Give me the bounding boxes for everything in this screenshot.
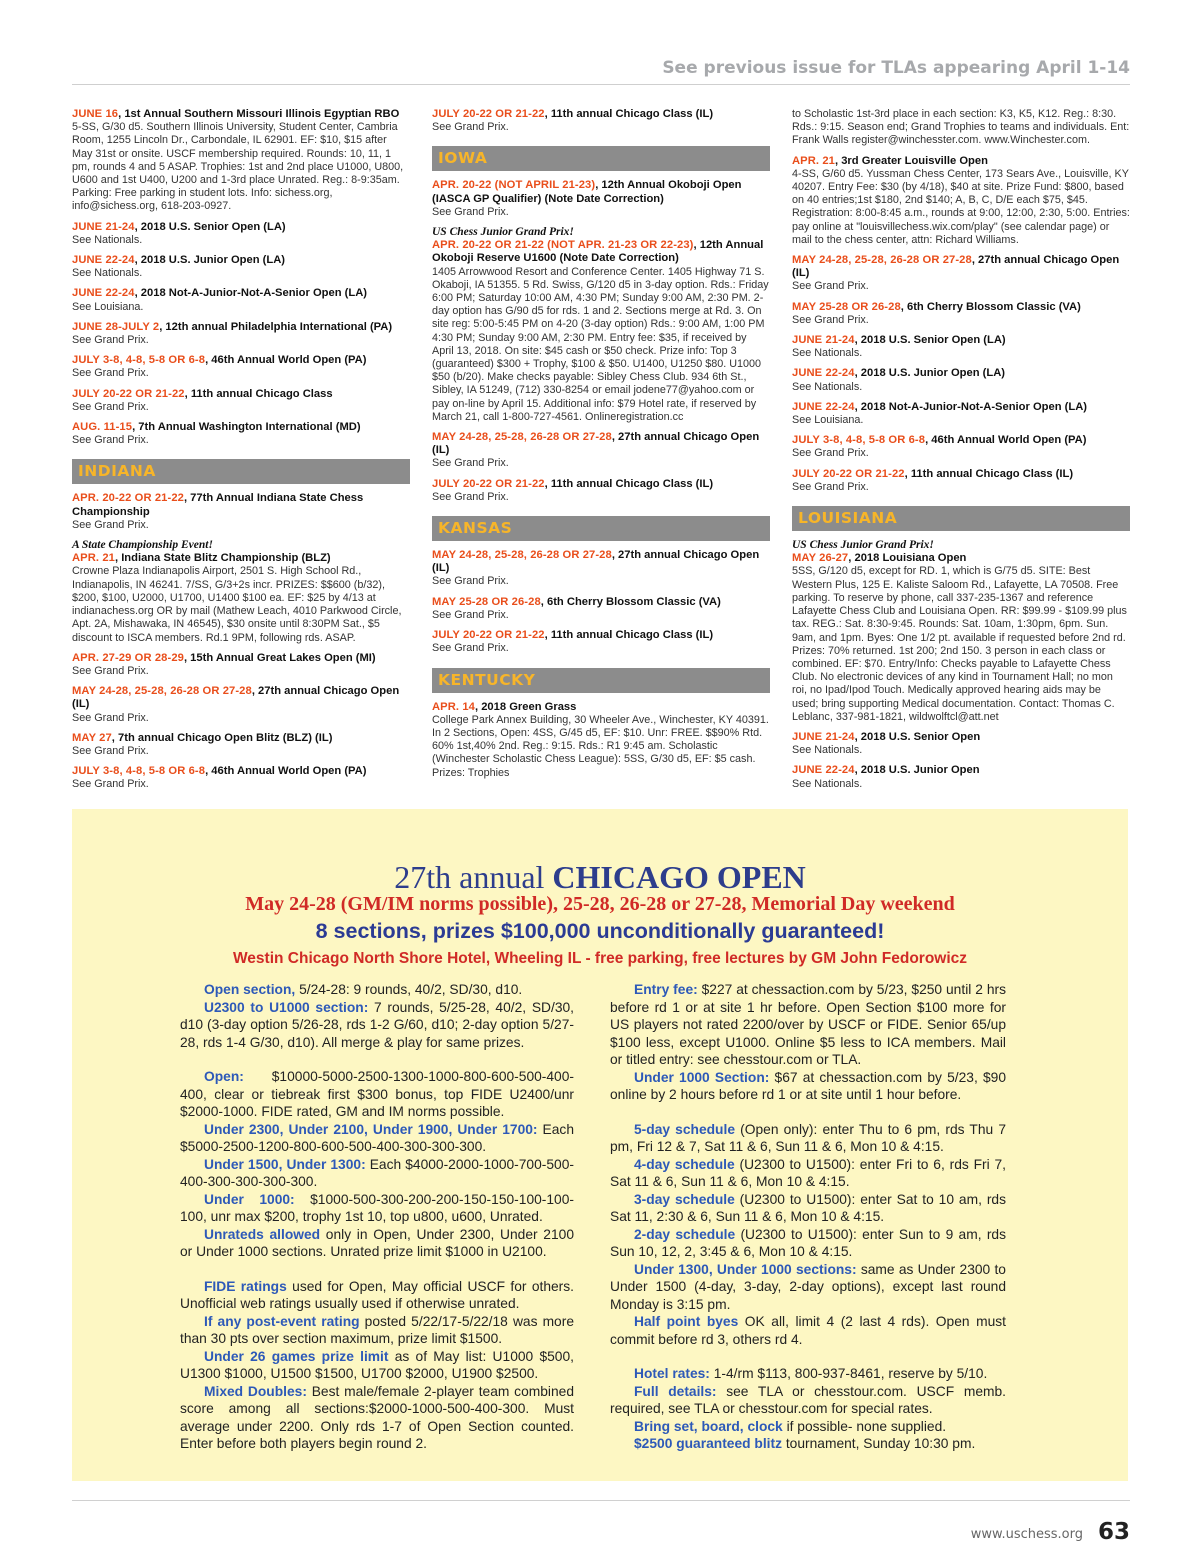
listing-date: APR. 20-22 OR 21-22 bbox=[72, 492, 184, 505]
listing-title: , 2018 U.S. Senior Open (LA) bbox=[134, 220, 286, 233]
ad-keyword: Unrateds allowed bbox=[204, 1226, 321, 1242]
listing-details: See Grand Prix. bbox=[432, 490, 509, 503]
listing-details: See Grand Prix. bbox=[432, 575, 509, 588]
ad-text: OK all, limit 4 (2 last 4 rds). Open must commit before rd 3, others rd 4. bbox=[610, 1314, 1006, 1347]
listing-heading bbox=[792, 254, 1130, 280]
listing-date: JULY 20-22 OR 21-22 bbox=[432, 629, 545, 642]
bottom-divider bbox=[72, 1500, 1130, 1501]
listing-title: , 2018 Louisiana Open bbox=[848, 552, 967, 565]
ad-paragraph bbox=[610, 1226, 1006, 1261]
listing-heading bbox=[72, 321, 410, 334]
tournament-listing bbox=[432, 179, 770, 219]
ad-paragraph bbox=[610, 1121, 1006, 1156]
listing-date: JULY 20-22 OR 21-22 bbox=[432, 108, 545, 120]
ad-keyword: Under 2300, Under 2100, Under 1900, Under 1700: bbox=[204, 1121, 538, 1137]
listing-details: College Park Annex Building, 30 Wheeler Ave., Winchester, KY 40391. In 2 Sections, Open: 4SS, G/45 d5, EF: $10. Unr: FREE. $$90% Rtd. 60% 1st,40% 2nd. Reg.: 9:15. Rds.: R1 9:45 am. Scholastic (Winchester Scholastic Chess League): 5SS, G/30 d5, EF: $5 cash. Prizes: Trophies bbox=[432, 713, 769, 779]
ad-text: Each $5000-2500-1200-800-600-500-400-300-300-300. bbox=[180, 1121, 574, 1154]
listing-date: MAY 27 bbox=[72, 731, 112, 744]
tournament-listing bbox=[72, 108, 410, 214]
paragraph-gap bbox=[610, 1348, 1006, 1365]
ad-text: same as Under 2300 to Under 1500 (4-day, 3-day, 2-day options), except last round Monday is 3:15 pm. bbox=[610, 1261, 1006, 1312]
listing-heading bbox=[432, 179, 770, 205]
ad-text: 1-4/rm $113, 800-937-8461, reserve by 5/10. bbox=[709, 1366, 988, 1381]
ad-paragraph bbox=[610, 1261, 1006, 1314]
listing-title: , 11th annual Chicago Class (IL) bbox=[544, 629, 714, 642]
ad-paragraph bbox=[180, 1121, 574, 1156]
listing-date: JUNE 22-24 bbox=[792, 400, 855, 413]
ad-text: $67 at chessaction.com by 5/23, $90 online by 2 hours before rd 1 or at site until 1 hour before. bbox=[610, 1069, 1006, 1102]
listing-details: See Nationals. bbox=[72, 233, 143, 246]
listing-heading bbox=[792, 334, 1130, 347]
ad-text: if possible- none supplied. bbox=[782, 1418, 947, 1434]
tournament-listing bbox=[72, 254, 410, 280]
tournament-listing bbox=[72, 421, 410, 447]
ad-text: (U2300 to U1500): enter Sun to 9 am, rds Sun 10, 12, 2, 3:45 & 6, Mon 10 & 4:15. bbox=[610, 1226, 1006, 1259]
listing-date: MAY 24-28, 25-28, 26-28 OR 27-28 bbox=[72, 685, 252, 698]
listing-title: , 12th Annual Okoboji Open (IASCA GP Qualifier) (Note Date Correction) bbox=[432, 179, 742, 205]
ad-text: Best male/female 2-player team combined score among all sections:$2000-1000-500-400-300. Must average under 2200. Only rds 1-7 of Open Section counted. Enter before both players begin round 2. bbox=[180, 1383, 574, 1451]
listing-heading bbox=[72, 421, 410, 434]
ad-paragraph bbox=[610, 1191, 1006, 1226]
listing-date: JUNE 22-24 bbox=[72, 287, 135, 300]
listing-details: See Grand Prix. bbox=[72, 711, 149, 724]
ad-keyword: Full details: bbox=[634, 1383, 717, 1399]
listing-details: See Nationals. bbox=[792, 777, 863, 790]
ad-prize-headline: 8 sections, prizes $100,000 unconditionally guaranteed! bbox=[315, 919, 885, 943]
ad-paragraph bbox=[180, 1383, 574, 1453]
listing-date: JUNE 21-24 bbox=[792, 334, 855, 347]
listing-date: MAY 26-27 bbox=[792, 552, 849, 565]
tournament-listing bbox=[792, 764, 1130, 790]
listing-title: , 11th annual Chicago Class (IL) bbox=[544, 477, 714, 490]
listing-title: , Indiana State Blitz Championship (BLZ) bbox=[114, 552, 331, 565]
listing-column-2 bbox=[432, 108, 770, 787]
tournament-listing bbox=[792, 254, 1130, 294]
ad-keyword: $2500 guaranteed blitz bbox=[634, 1436, 782, 1451]
listing-heading bbox=[72, 732, 410, 745]
ad-paragraph bbox=[610, 981, 1006, 1069]
ad-paragraph bbox=[180, 999, 574, 1052]
listing-heading bbox=[72, 492, 410, 518]
listing-details: See Grand Prix. bbox=[432, 121, 509, 134]
ad-keyword: Under 1300, Under 1000 sections: bbox=[634, 1261, 857, 1277]
listing-title: , 2018 U.S. Junior Open (LA) bbox=[134, 254, 286, 267]
listing-date: JUNE 21-24 bbox=[72, 220, 135, 233]
ad-paragraph bbox=[610, 1156, 1006, 1191]
listing-title: , 15th Annual Great Lakes Open (MI) bbox=[183, 651, 376, 664]
listing-details: Crowne Plaza Indianapolis Airport, 2501 S. High School Rd., Indianapolis, IN 46241. 7/SS, G/3+2s incr. PRIZES: $$600 (b/32), $200, $100, U2000, U1700, U1400 $100 ea. EF: $25 by 4/13 at indianachess.org OR by mail (Mathew Leach, 4010 Parkwood Circle, Apt. 2A, Mishawaka, IN 46545), $30 onsite until 8:30PM Sat., $5 discount to ISCA members. Rd.1 9PM, following rds. ASAP. bbox=[72, 565, 402, 644]
ad-keyword: Hotel rates: bbox=[634, 1366, 710, 1381]
ad-keyword: Under 1000: bbox=[204, 1191, 295, 1207]
ad-text: tournament, Sunday 10:30 pm. bbox=[782, 1436, 976, 1451]
ad-keyword: 5-day schedule bbox=[634, 1121, 735, 1137]
listing-heading bbox=[432, 431, 770, 457]
ad-paragraph bbox=[610, 1435, 1006, 1453]
listing-details: See Grand Prix. bbox=[432, 205, 509, 218]
listing-date: JUNE 21-24 bbox=[792, 730, 855, 743]
listing-title: , 6th Cherry Blossom Classic (VA) bbox=[900, 300, 1081, 313]
tournament-listing bbox=[72, 732, 410, 758]
tournament-listing bbox=[432, 629, 770, 655]
listing-title: , 12th Annual Okoboji Reserve U1600 (Note Date Correction) bbox=[432, 239, 764, 265]
listing-date: MAY 25-28 OR 26-28 bbox=[792, 300, 901, 313]
tournament-listing bbox=[792, 401, 1130, 427]
listing-title: , 46th Annual World Open (PA) bbox=[205, 354, 367, 367]
listing-heading bbox=[432, 549, 770, 575]
listing-heading bbox=[792, 468, 1130, 481]
tournament-listing bbox=[432, 596, 770, 622]
listing-details: See Nationals. bbox=[792, 380, 863, 393]
listing-heading bbox=[432, 478, 770, 491]
tournament-listing bbox=[792, 731, 1130, 757]
listing-heading bbox=[432, 239, 770, 265]
listing-details: 5SS, G/120 d5, except for RD. 1, which is G/75 d5. SITE: Best Western Plus, 125 E. Kaliste Saloom Rd., Lafayette, LA 70508. Free parking. To reserve by phone, call 337-235-1367 and reference Lafayette Chess Club and Louisiana Open. RR: $99.99 - $109.99 plus tax. REG.: Sat. 8:30-9:45. Rounds: Sat. 10am, 1:30pm, 6pm. Sun. 9am, and 1pm. Byes: One 1/2 pt. available if requested before 2nd rd. Prizes: 70% returned. 1st 200; 2nd 150. 3 person in each class or combined. EF: $70. Entry/Info: Checks payable to Lafayette Chess Club. No electronic devices of any kind in Tournament Hall; no mon roi, no Ipad/Ipod Touch. Medically approved hearing aids may be used; bring supporting Medical documentation. Contact: Thomas C. Leblanc, 337-981-1821, wildwolftcl@att.net bbox=[792, 565, 1127, 723]
listing-date: MAY 24-28, 25-28, 26-28 OR 27-28 bbox=[792, 254, 972, 267]
ad-paragraph bbox=[180, 1191, 574, 1226]
listing-details: See Louisiana. bbox=[72, 300, 144, 313]
ad-left-column bbox=[180, 981, 574, 1453]
ad-keyword: FIDE ratings bbox=[204, 1278, 287, 1294]
state-header: IOWA bbox=[432, 146, 770, 171]
ad-keyword: Open section, bbox=[204, 982, 296, 997]
ad-dates: May 24-28 (GM/IM norms possible), 25-28, 26-28 or 27-28, Memorial Day weekend bbox=[245, 893, 955, 915]
listing-title: , 6th Cherry Blossom Classic (VA) bbox=[540, 595, 721, 608]
listing-details: See Nationals. bbox=[792, 744, 863, 757]
listing-title: , 2018 U.S. Senior Open (LA) bbox=[854, 334, 1006, 347]
listing-heading bbox=[792, 764, 1130, 777]
tournament-listing bbox=[792, 552, 1130, 724]
state-header: INDIANA bbox=[72, 459, 410, 484]
tournament-listing bbox=[72, 321, 410, 347]
tournament-listing bbox=[72, 765, 410, 791]
tournament-listing bbox=[72, 552, 410, 644]
listing-title: , 7th annual Chicago Open Blitz (BLZ) (IL) bbox=[111, 731, 333, 744]
ad-title: 27th annual CHICAGO OPEN bbox=[394, 859, 806, 895]
ad-text: (U2300 to U1500): enter Fri to 6, rds Fri 7, Sat 11 & 6, Sun 11 & 6, Mon 10 & 4:15. bbox=[610, 1156, 1006, 1189]
ad-paragraph bbox=[180, 1278, 574, 1313]
listing-details: 5-SS, G/30 d5. Southern Illinois University, Student Center, Cambria Room, 1255 Lincoln Dr., Carbondale, IL 62901. EF: $10, $15 after May 31st or onsite. USCF membership required. Rounds: 10, 11, 1 pm, rounds 4 and 5 ASAP. Trophies: 1st and 2nd place U1000, U800, U600 and 1st U400, U200 and 1-3rd place Unrated. Reg.: 8-9:35am. Parking: Free parking in student lots. Info: sichess.org, info@sichess.org, 618-203-0927. bbox=[72, 121, 404, 213]
ad-keyword: 3-day schedule bbox=[634, 1191, 735, 1207]
ad-text: used for Open, May official USCF for others. Unofficial web ratings usually used if otherwise unrated. bbox=[180, 1278, 575, 1311]
listing-date: JULY 3-8, 4-8, 5-8 OR 6-8 bbox=[72, 765, 206, 778]
ad-keyword: If any post-event rating bbox=[204, 1313, 360, 1329]
listing-details: See Grand Prix. bbox=[792, 280, 869, 293]
listing-details: See Grand Prix. bbox=[72, 434, 149, 447]
listing-heading bbox=[432, 629, 770, 642]
listing-details: See Louisiana. bbox=[792, 414, 864, 427]
listing-title: , 2018 U.S. Junior Open (LA) bbox=[854, 367, 1006, 380]
listing-details: See Nationals. bbox=[72, 267, 143, 280]
listing-date: JUNE 28-JULY 2 bbox=[72, 320, 160, 333]
listing-date: JUNE 22-24 bbox=[792, 764, 855, 777]
listing-date: JUNE 22-24 bbox=[72, 254, 135, 267]
listing-date: APR. 20-22 (NOT APRIL 21-23) bbox=[432, 179, 596, 192]
ad-paragraph bbox=[180, 1156, 574, 1191]
ad-right-column bbox=[610, 981, 1006, 1453]
listing-date: MAY 24-28, 25-28, 26-28 OR 27-28 bbox=[432, 431, 612, 444]
ad-paragraph bbox=[180, 1313, 574, 1348]
ad-paragraph bbox=[610, 1069, 1006, 1104]
ad-paragraph bbox=[610, 1383, 1006, 1418]
state-header: KANSAS bbox=[432, 516, 770, 541]
ad-text: see TLA or chesstour.com. USCF memb. required, see TLA or chesstour.com for special rates. bbox=[610, 1383, 1006, 1416]
state-header: KENTUCKY bbox=[432, 668, 770, 693]
listing-title: , 11th annual Chicago Class (IL) bbox=[904, 467, 1074, 480]
listing-title: , 2018 Green Grass bbox=[474, 700, 577, 713]
listing-date: APR. 27-29 OR 28-29 bbox=[72, 651, 184, 664]
ad-paragraph bbox=[180, 981, 574, 999]
page-number: 63 bbox=[1097, 1519, 1130, 1545]
ad-paragraph bbox=[180, 1348, 574, 1383]
listing-date: APR. 21 bbox=[72, 552, 115, 565]
tournament-listing bbox=[72, 388, 410, 414]
tournament-listing bbox=[72, 685, 410, 725]
listing-details: See Grand Prix. bbox=[72, 367, 149, 380]
ad-paragraph bbox=[610, 1365, 1006, 1383]
listing-heading bbox=[792, 401, 1130, 414]
ad-text: only in Open, Under 2300, Under 2100 or Under 1000 sections. Unrated prize limit $1000 in U2100. bbox=[180, 1226, 574, 1259]
listing-heading bbox=[72, 287, 410, 300]
ad-venue: Westin Chicago North Shore Hotel, Wheeling IL - free parking, free lectures by GM John Fedorowicz bbox=[232, 950, 968, 967]
listing-details: See Grand Prix. bbox=[792, 447, 869, 460]
listing-date: APR. 20-22 OR 21-22 (NOT APR. 21-23 OR 22-23) bbox=[432, 239, 694, 252]
tournament-listing bbox=[432, 108, 770, 134]
listing-title: , 27th annual Chicago Open (IL) bbox=[72, 685, 400, 711]
listing-title: , 27th annual Chicago Open (IL) bbox=[432, 431, 760, 457]
listing-heading bbox=[792, 155, 1130, 168]
listing-heading bbox=[72, 388, 410, 401]
ad-paragraph bbox=[610, 1313, 1006, 1348]
tournament-listing bbox=[432, 701, 770, 780]
listing-details: See Grand Prix. bbox=[72, 518, 149, 531]
listing-details: See Grand Prix. bbox=[792, 480, 869, 493]
listing-date: APR. 14 bbox=[432, 700, 475, 713]
ad-paragraph bbox=[180, 1068, 574, 1121]
tournament-listing bbox=[72, 354, 410, 380]
tournament-listing bbox=[792, 367, 1130, 393]
paragraph-gap bbox=[610, 1104, 1006, 1121]
tournament-listing bbox=[432, 549, 770, 589]
listing-heading bbox=[792, 731, 1130, 744]
ad-text: $1000-500-300-200-200-150-150-100-100-100, unr max $200, trophy 1st 10, top u800, u600, Unrated. bbox=[180, 1191, 574, 1224]
listing-heading bbox=[792, 301, 1130, 314]
ad-keyword: U2300 to U1000 section: bbox=[204, 999, 369, 1015]
top-divider bbox=[72, 84, 1130, 85]
tournament-listing bbox=[72, 492, 410, 532]
tournament-listing bbox=[792, 155, 1130, 247]
listing-date: JULY 3-8, 4-8, 5-8 OR 6-8 bbox=[72, 354, 206, 367]
listing-date: MAY 24-28, 25-28, 26-28 OR 27-28 bbox=[432, 549, 612, 562]
listing-title: , 2018 Not-A-Junior-Not-A-Senior Open (LA) bbox=[134, 287, 368, 300]
listing-details: See Grand Prix. bbox=[72, 778, 149, 791]
listing-heading bbox=[432, 596, 770, 609]
ad-text: (U2300 to U1500): enter Sat to 10 am, rds Sat 11, 2:30 & 6, Sun 11 & 6, Mon 10 & 4:15. bbox=[610, 1191, 1006, 1224]
listing-heading bbox=[72, 108, 410, 121]
listing-date: APR. 21 bbox=[792, 154, 835, 167]
ad-text: posted 5/22/17-5/22/18 was more than 30 pts over section maximum, prize limit $1500. bbox=[180, 1313, 574, 1346]
ad-keyword: 2-day schedule bbox=[634, 1226, 736, 1242]
ad-text: (Open only): enter Thu to 6 pm, rds Thu 7 pm, Fri 12 & 7, Sat 11 & 6, Sun 11 & 6, Mon 10 & 4:15. bbox=[610, 1121, 1006, 1154]
ad-keyword: Entry fee: bbox=[634, 982, 698, 997]
issue-banner: See previous issue for TLAs appearing April 1-14 bbox=[662, 58, 1130, 78]
listing-title: , 27th annual Chicago Open (IL) bbox=[792, 254, 1120, 280]
listing-date: MAY 25-28 OR 26-28 bbox=[432, 595, 541, 608]
ad-keyword: Mixed Doubles: bbox=[204, 1383, 307, 1399]
ad-text: $10000-5000-2500-1300-1000-800-600-500-400-400, clear or tiebreak first $300 bonus, top FIDE U2400/unr $2000-1000. FIDE rated, GM and IM norms possible. bbox=[180, 1069, 574, 1119]
listing-details: See Grand Prix. bbox=[432, 457, 509, 470]
chicago-open-ad bbox=[72, 809, 1128, 1481]
listing-title: , 77th Annual Indiana State Chess Championship bbox=[72, 492, 364, 518]
listing-title: , 2018 U.S. Junior Open bbox=[854, 764, 980, 777]
listing-details: See Grand Prix. bbox=[432, 608, 509, 621]
ad-keyword: Half point byes bbox=[634, 1314, 739, 1329]
listing-column-3 bbox=[792, 108, 1130, 798]
ad-keyword: Under 1000 Section: bbox=[634, 1069, 770, 1085]
footer-url[interactable]: www.uschess.org bbox=[970, 1527, 1083, 1542]
tournament-listing bbox=[792, 301, 1130, 327]
listing-details: See Grand Prix. bbox=[432, 642, 509, 655]
listing-date: JULY 3-8, 4-8, 5-8 OR 6-8 bbox=[792, 434, 926, 447]
ad-keyword: Under 1500, Under 1300: bbox=[204, 1156, 366, 1172]
tournament-listing bbox=[72, 221, 410, 247]
listing-date: JULY 20-22 OR 21-22 bbox=[72, 387, 185, 400]
listing-title: , 3rd Greater Louisville Open bbox=[834, 154, 988, 167]
event-tagline: US Chess Junior Grand Prix! bbox=[432, 226, 574, 239]
tournament-listing bbox=[792, 334, 1130, 360]
listing-details: to Scholastic 1st-3rd place in each section: K3, K5, K12. Reg.: 8:30. Rds.: 9:15. Season end; Grand Trophies to teams and individuals. Ent: Frank Walls register@winchesster.com. www.Winchester.com. bbox=[792, 108, 1130, 147]
listing-title: , 12th annual Philadelphia International (PA) bbox=[159, 320, 393, 333]
listing-title: , 1st Annual Southern Missouri Illinois Egyptian RBO bbox=[118, 108, 400, 120]
listing-details: See Nationals. bbox=[792, 347, 863, 360]
listing-title: , 46th Annual World Open (PA) bbox=[925, 434, 1087, 447]
event-tagline: A State Championship Event! bbox=[72, 539, 213, 552]
listing-heading bbox=[72, 685, 410, 711]
tournament-listing bbox=[72, 652, 410, 678]
ad-keyword: Under 26 games prize limit bbox=[204, 1348, 389, 1364]
ad-paragraph bbox=[610, 1418, 1006, 1436]
tournament-listing bbox=[432, 239, 770, 424]
listing-details: 4-SS, G/60 d5. Yussman Chess Center, 173 Sears Ave., Louisville, KY 40207. Entry Fee: $30 (by 4/18), $40 at site. Prize Fund: $800, based on 40 entries;1st $180, 2nd $140; A, B, C, D/E each $75, $45. Registration: 8:00-8:45 a.m., rounds at 9:00, 12:00, 2:30, 5:00. Entries: pay online at "louisvillechess.wix.com/play" (see calendar page) or mail to the chess center, attn: Richard Williams. bbox=[792, 167, 1130, 246]
ad-text: 5/24-28: 9 rounds, 40/2, SD/30, d10. bbox=[295, 982, 523, 997]
ad-text: Each $4000-2000-1000-700-500-400-300-300-300-300. bbox=[180, 1156, 574, 1189]
tournament-listing bbox=[792, 434, 1130, 460]
listing-title: , 27th annual Chicago Open (IL) bbox=[432, 549, 760, 575]
paragraph-gap bbox=[180, 1051, 574, 1068]
paragraph-gap bbox=[180, 1261, 574, 1278]
tournament-listing bbox=[432, 431, 770, 471]
ad-paragraph bbox=[180, 1226, 574, 1261]
listing-details: See Grand Prix. bbox=[72, 664, 149, 677]
listing-details: See Grand Prix. bbox=[792, 313, 869, 326]
tournament-listing bbox=[792, 108, 1130, 148]
tournament-listing bbox=[432, 478, 770, 504]
listing-heading bbox=[72, 354, 410, 367]
ad-keyword: Bring set, board, clock bbox=[634, 1418, 783, 1434]
ad-text: as of May list: U1000 $500, U1300 $1000, U1500 $1500, U1700 $2000, U1900 $2500. bbox=[180, 1348, 574, 1381]
listing-date: JUNE 16 bbox=[72, 108, 119, 120]
listing-heading bbox=[432, 108, 770, 121]
listing-heading bbox=[72, 652, 410, 665]
ad-keyword: Open: bbox=[204, 1069, 244, 1084]
listing-title: , 2018 U.S. Senior Open bbox=[854, 730, 981, 743]
listing-date: JULY 20-22 OR 21-22 bbox=[792, 467, 905, 480]
listing-title: , 2018 Not-A-Junior-Not-A-Senior Open (LA) bbox=[854, 400, 1088, 413]
listing-heading bbox=[432, 701, 770, 714]
listing-date: JULY 20-22 OR 21-22 bbox=[432, 477, 545, 490]
ad-keyword: 4-day schedule bbox=[634, 1156, 735, 1172]
ad-text: $227 at chessaction.com by 5/23, $250 until 2 hrs before rd 1 or at site 1 hr before. Open Section $100 more for US players not rated 2200/over by USCF or FIDE. Senior 65/up $100 less, except U1000. Online $5 less to ICA members. Mail or titled entry: see chesstour.com or TLA. bbox=[610, 982, 1006, 1067]
listing-details: See Grand Prix. bbox=[72, 400, 149, 413]
tournament-listing bbox=[72, 287, 410, 313]
tournament-listing bbox=[792, 468, 1130, 494]
listing-heading bbox=[792, 367, 1130, 380]
listing-details: 1405 Arrowwood Resort and Conference Center. 1405 Highway 71 S. Okaboji, IA 51355. 5 Rd. Swiss, G/120 d5 in 3-day option. Rds.: Friday 6:00 PM; Saturday 10:00 AM, 4:30 PM; Sunday 9:00 AM, 2:30 PM. 2-day option has G/90 d5 for rds. 1 and 2. Sections merge at Rd. 3. On site reg: 5:00-5:45 PM on 4-20 (3-day option) Rds.: 9:00 AM, 1:00 PM 4:30 PM; Sunday 9:00 AM, 2:30 PM. Entry fee: $35, if received by April 13, 2018. On site: $45 cash or $50 check. Prize info: Top 3 (guaranteed) $300 + Trophy, $100 & $50. U1400, U1250 $80. U1000 $50 (b/20). Make checks payable: Sibley Chess Club. 934 6th St., Sibley, IA 51249, (712) 330-8254 or email jodene77@yahoo.com or pay on-line by April 15. Additional info: $79 Hotel rate, if reserved by March 21, call 1-800-727-4561. Onlineregistration.cc bbox=[432, 265, 769, 423]
ad-text: 7 rounds, 5/25-28, 40/2, SD/30, d10 (3-day option 5/26-28, rds 1-2 G/60, d10; 2-day option 5/27-28, rds 1-4 G/30, d10). All merge & play for same prizes. bbox=[180, 999, 574, 1050]
listing-heading bbox=[72, 221, 410, 234]
listing-title: , 11th annual Chicago Class bbox=[184, 387, 333, 400]
listing-date: AUG. 11-15 bbox=[72, 421, 133, 434]
listing-column-1 bbox=[72, 108, 410, 799]
listing-heading bbox=[792, 434, 1130, 447]
listing-details: See Grand Prix. bbox=[72, 334, 149, 347]
listing-date: JUNE 22-24 bbox=[792, 367, 855, 380]
listing-title: , 11th annual Chicago Class (IL) bbox=[544, 108, 714, 120]
event-tagline: US Chess Junior Grand Prix! bbox=[792, 539, 934, 552]
listing-heading bbox=[792, 552, 1130, 565]
listing-details: See Grand Prix. bbox=[72, 744, 149, 757]
listing-title: , 46th Annual World Open (PA) bbox=[205, 765, 367, 778]
listing-heading bbox=[72, 254, 410, 267]
state-header: LOUISIANA bbox=[792, 506, 1130, 531]
listing-heading bbox=[72, 765, 410, 778]
listing-title: , 7th Annual Washington International (MD) bbox=[132, 421, 361, 434]
listing-heading bbox=[72, 552, 410, 565]
